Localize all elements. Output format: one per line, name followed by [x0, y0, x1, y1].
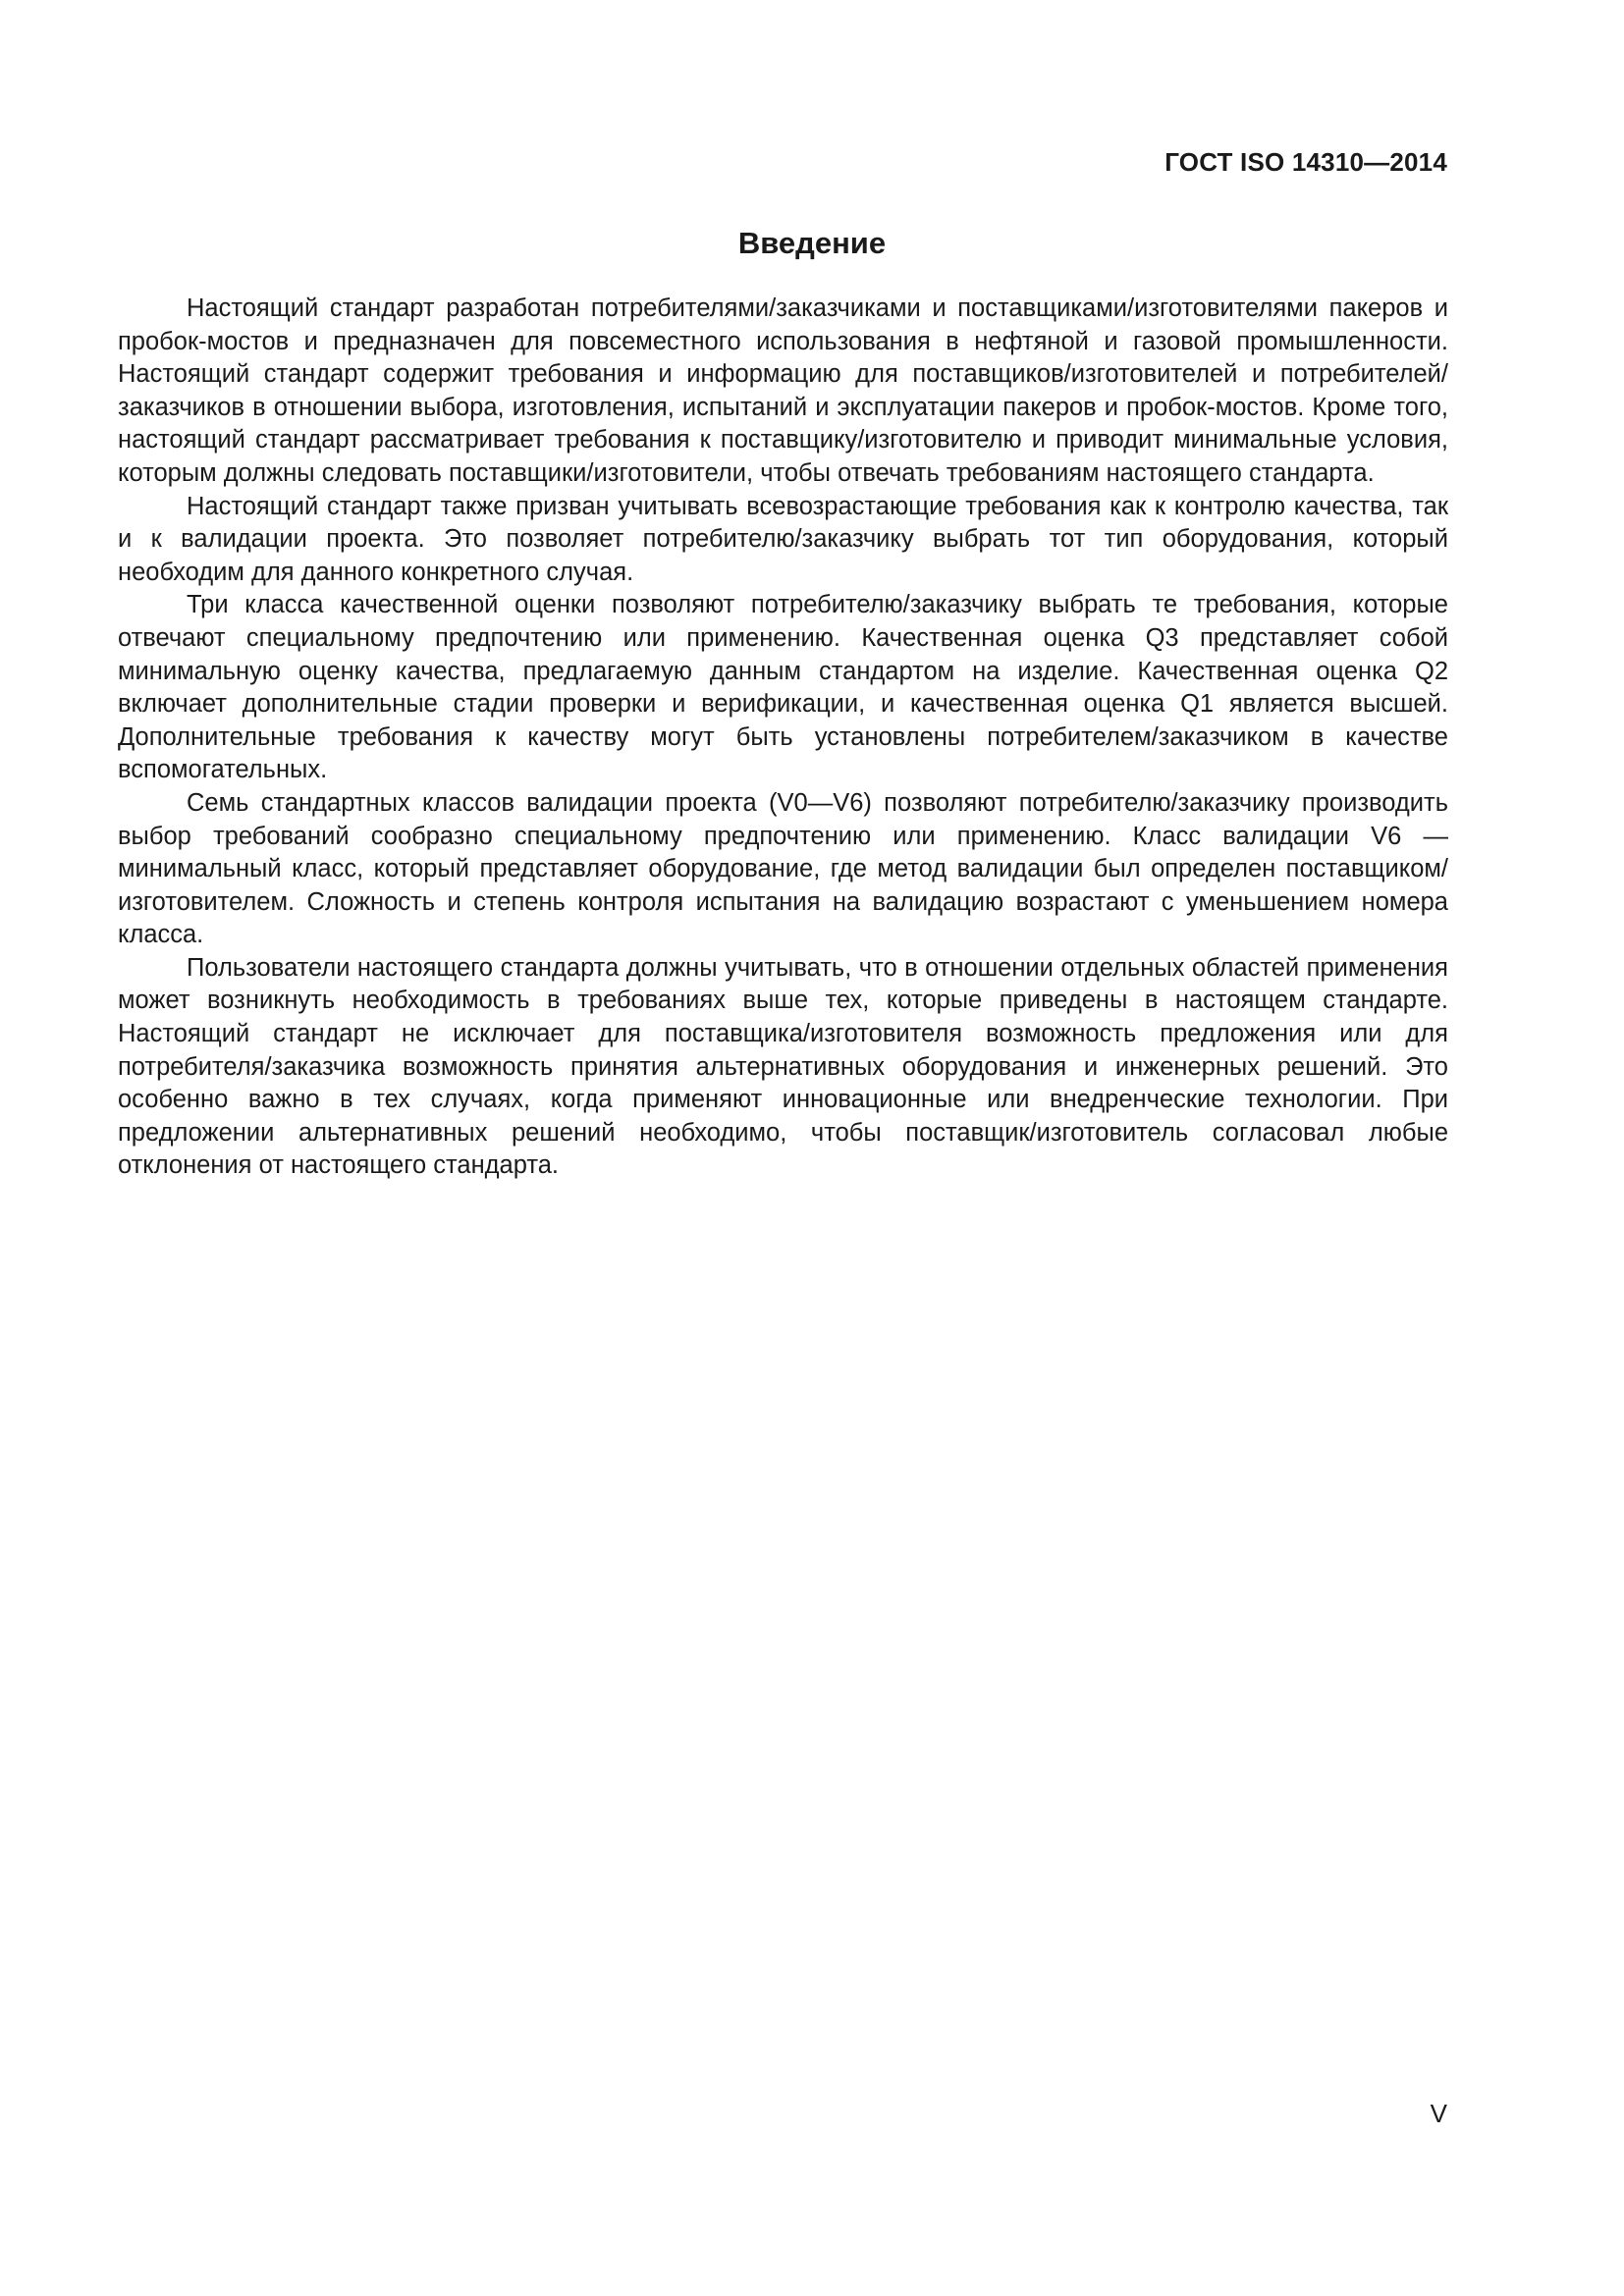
section-title: Введение [737, 226, 887, 260]
paragraph: Пользователи настоящего стандарта должны учитывать, что в отношении отдельных областей применения может возникнуть необходимость в требованиях выше тех, которые приведены в настоящем стандарте. Настоящий стандарт не исключает для поставщика/изготовителя возможность предложения или для потребителя/заказчика возможность принятия альтернативных оборудования и инженерных решений. Это особенно важно в тех случаях, когда применяют инновационные или внедренческие технологии. При предложении альтернативных решений необходимо, чтобы поставщик/изготовитель согласовал любые отклонения от настоящего стандарта. [118, 953, 1448, 1180]
paragraph: Настоящий стандарт разработан потребителями/заказчиками и поставщиками/изготовителями пакеров и пробок-мостов и предназначен для повсеместного использования в нефтяной и газовой промышленности. Настоящий стандарт содержит требования и информацию для поставщиков/изготовителей и потребителей/заказчиков в отношении выбора, изготовления, испытаний и эксплуатации пакеров и пробок-мостов. Кроме того, настоящий стандарт рассматривает требования к поставщику/изготовителю и приводит минимальные условия, которым должны следовать поставщики/изготовители, чтобы отвечать требованиям настоящего стандарта. [118, 294, 1448, 487]
paragraph: Семь стандартных классов валидации проекта (V0—V6) позволяют потребителю/заказчику производить выбор требований сообразно специальному предпочтению или применению. Класс валидации V6 — минимальный класс, который представляет оборудование, где метод валидации был определен поставщиком/изготовителем. Сложность и степень контроля испытания на валидацию возрастают с уменьшением номера класса. [118, 788, 1448, 949]
page-number: V [1430, 2099, 1447, 2128]
paragraph: Настоящий стандарт также призван учитывать всевозрастающие требования как к контролю качества, так и к валидации проекта. Это позволяет потребителю/заказчику выбрать тот тип оборудования, который необходим для данного конкретного случая. [118, 492, 1448, 586]
standard-id-header: ГОСТ ISO 14310—2014 [1164, 147, 1447, 177]
document-body [118, 293, 1448, 1183]
paragraph: Три класса качественной оценки позволяют потребителю/заказчику выбрать те требования, которые отвечают специальному предпочтению или применению. Качественная оценка Q3 представляет собой минимальную оценку качества, предлагаемую данным стандартом на изделие. Качественная оценка Q2 включает дополнительные стадии проверки и верификации, и качественная оценка Q1 является высшей. Дополнительные требования к качеству могут быть установлены потребителем/заказчиком в качестве вспомогательных. [118, 591, 1448, 784]
